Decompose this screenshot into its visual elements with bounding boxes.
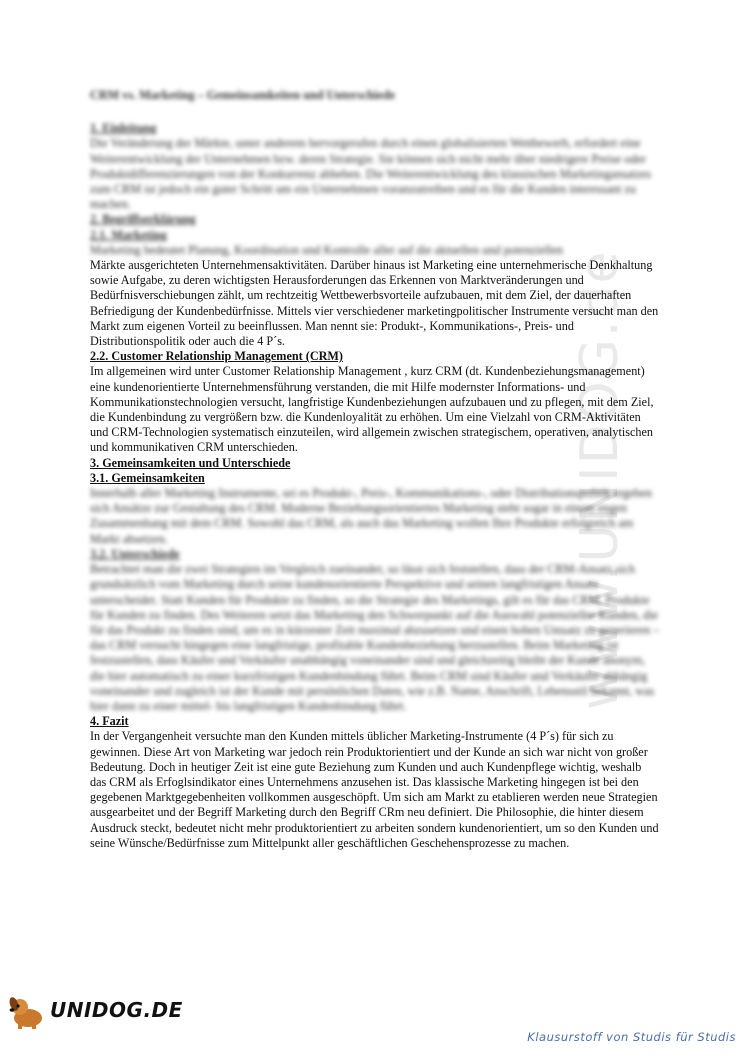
- subsection-heading: 2.1. Marketing: [90, 227, 167, 242]
- section-heading: 1. Einleitung: [90, 121, 157, 136]
- dog-icon: [6, 994, 50, 1030]
- document-content: [90, 88, 660, 851]
- subsection-heading: 3.2. Unterschiede: [90, 546, 180, 561]
- section-heading: 3. Gemeinsamkeiten und Unterschiede: [90, 455, 291, 470]
- document-title: CRM vs. Marketing – Gemeinsamkeiten und Unterschiede: [90, 88, 396, 102]
- section-text: Die Veränderung der Märkte, unter anderem hervorgerufen durch einen globalisierten Wettbewerb, erfordert eine Weiterentwicklung der Unternehmen bzw. deren Strategie. Sie können sich nicht mehr über niedrigere Preise oder Produktdifferenzierungen von der Konkurrenz abheben. Die Weiterentwicklung des klassischen Marketingansatzes zum CRM ist jedoch ein guter Schritt um ein Unternehmen voranzutreiben und es für die Kunden interessant zu machen.: [90, 136, 652, 212]
- footer-tagline: Klausurstoff von Studis für Studis: [527, 1030, 736, 1044]
- subsection-heading: 3.1. Gemeinsamkeiten: [90, 470, 205, 485]
- section-heading: 2. Begriffserklärung: [90, 212, 196, 227]
- logo-text: UNIDOG.DE: [50, 998, 183, 1022]
- section-heading: 4. Fazit: [90, 714, 129, 729]
- section-text: In der Vergangenheit versuchte man den Kunden mittels üblicher Marketing-Instrumente (4 P´s) für sich zu gewinnen. Diese Art von Marketing war jedoch rein Produktorientiert und der Kunde an sich war nicht von großer Bedeutung. Doch in heutiger Zeit ist eine gute Beziehung zum Kunden und auch Kundenpflege wichtig, weshalb das CRM als Erfoglsindikator eines Unternehmens anzusehen ist. Das klassische Marketing hingegen ist bei den gegebenen Marktgegebenheiten vollkommen ausgeschöpft. Um sich am Markt zu etablieren werden neue Strategien ausgearbeitet und der Begriff Marketing durch den Begriff CRm neu definiert. Die Philosophie, die hinter diesem Ausdruck steckt, bedeutet nicht mehr produktorientiert zu arbeiten sondern kundenorientiert, um so den Kunden und seine Wünsche/Bedürfnisse zum Mittelpunkt aller geschäftlichen Geschehensprozesse zu machen.: [90, 729, 659, 850]
- section-text: Im allgemeinen wird unter Customer Relationship Management , kurz CRM (dt. Kundenbeziehungsmanagement) eine kundenorientierte Unternehmensführung verstanden, die mit Hilfe modernster Informations- und Kommunikationstechnologien versucht, langfristige Kundenbeziehungen aufzubauen und zu pflegen, mit dem Ziel, die Kundenbindung zu vergrößern bzw. die Kundenloyalität zu erhöhen. Um eine Vielzahl von CRM-Aktivitäten und CRM-Technologien systematisch einzuteilen, wird allgemein zwischen strategischem, operativen, analytischen und kommunikativen CRM unterschieden.: [90, 364, 654, 455]
- section-text: Innerhalb aller Marketing Instrumente, sei es Produkt-, Preis-, Kommunikations-, oder Distributionspolitik ergeben sich Ansätze zur Gestaltung des CRM. Moderne Beziehungsorientiertes Marketing steht sogar in einem engen Zusammenhang mit dem CRM. Sowohl das CRM, als auch das Marketing wollen Ihre Produkte erfolgreich am Markt absetzen.: [90, 486, 652, 546]
- section-text: Marketing bedeutet Planung, Koordination und Kontrolle aller auf die aktuellen und potenziellen: [90, 242, 564, 257]
- section-text: Märkte ausgerichteten Unternehmensaktivitäten. Darüber hinaus ist Marketing eine unternehmerische Denkhaltung sowie Aufgabe, zu deren wichtigsten Herausforderungen das Erkennen von Marktveränderungen und Bedürfnisverschiebungen zählt, um rechtzeitig Wettbewerbsvorteile aufzubauen, mit dem Ziel, der dauerhaften Befriedigung der Kundenbedürfnisse. Mittels vier verschiedener marketingpolitischer Instrumente versucht man den Markt zum eigenen Vorteil zu beeinflussen. Man nennt sie: Produkt-, Kommunikations-, Preis- und Distributionspolitik oder auch die 4 P´s.: [90, 258, 659, 349]
- watermark: www.UNIDOG.de: [570, 249, 630, 710]
- section-text: Betrachtet man die zwei Strategien im Vergleich zueinander, so lässt sich feststellen, dass der CRM-Ansatz sich grundsätzlich vom Marketing durch seine kundenorientierte Perspektive und seinen langfristigen Ansatz unterscheidet. Statt Kunden für Produkte zu finden, so die Strategie des Marketings, gilt es für das CRM, Produkte für Kunden zu finden. Des Weiteren setzt das Marketing den Schwerpunkt auf die Auswahl potenzieller Kunden, die für das Produkt zu finden sind, um es in kürzester Zeit maximal abzusetzen und einen hohen Umsatz zu generieren – das CRM versucht hingegen eine langfristige, profitable Kundenbeziehung herzustellen. Beim Marketing ist festzustellen, dass Käufer und Verkäufer unabhängig voneinander sind und gleichzeitig bleibt der Kunde anonym, die hier automatisch zu einer kurzfristigen Kundenbindung führt. Beim CRM sind Käufer und Verkäufer abhängig voneinander und zugleich ist der Kunde mit persönlichen Daten, wie z.B. Name, Anschrift, Lebensstil bekannt, was hier dann zu einer mittel- bis langfristigen Kundenbindung führt.: [90, 562, 660, 713]
- subsection-heading: 2.2. Customer Relationship Management (CRM): [90, 349, 343, 364]
- unidog-logo[interactable]: [6, 994, 183, 1030]
